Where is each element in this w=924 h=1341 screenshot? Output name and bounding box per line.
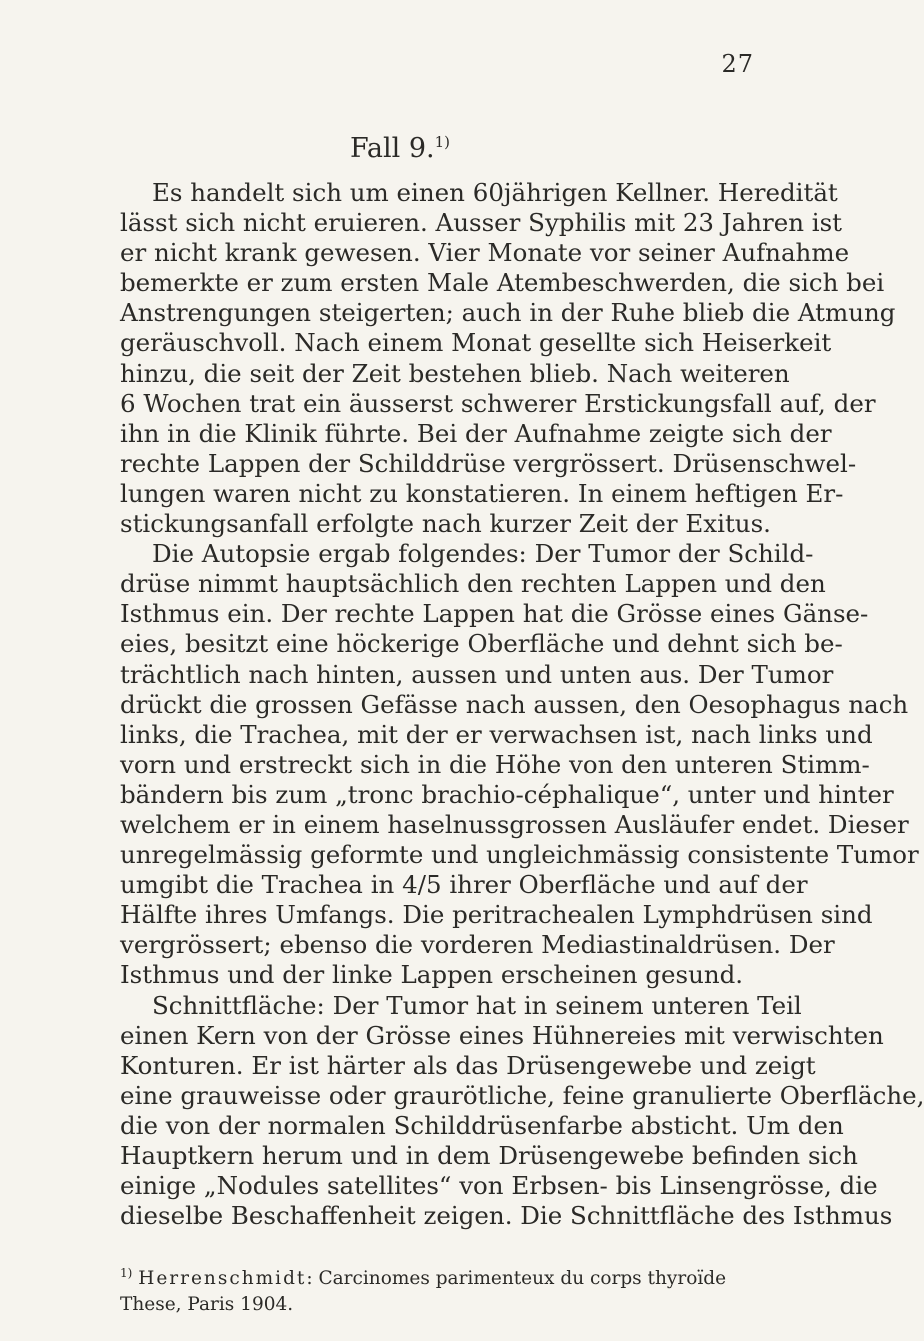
case-heading-text: Fall 9.: [349, 133, 435, 164]
text-line: stickungsanfall erfolgte nach kurzer Zeit der Exitus.: [120, 509, 771, 539]
text-line: trächtlich nach hinten, aussen und unten aus. Der Tumor: [120, 659, 834, 689]
text-line: Hälfte ihres Umfangs. Die peritrachealen Lymphdrüsen sind: [120, 900, 873, 930]
footnote-line: [120, 1260, 788, 1292]
footnote-author: Herrenschmidt: [138, 1268, 307, 1290]
text-line: geräuschvoll. Nach einem Monat gesellte sich Heiserkeit: [120, 328, 832, 358]
text-line: lässt sich nicht eruieren. Ausser Syphilis mit 23 Jahren ist: [120, 208, 843, 238]
page-number: 27: [721, 50, 754, 78]
body-text: [120, 178, 924, 1231]
text-line: bemerkte er zum ersten Male Atembeschwerden, die sich bei: [120, 268, 885, 298]
text-line: Die Autopsie ergab folgendes: Der Tumor der Schild-: [152, 539, 814, 569]
text-line: Anstrengungen steigerten; auch in der Ruhe blieb die Atmung: [120, 298, 896, 328]
text-line: Konturen. Er ist härter als das Drüsengewebe und zeigt: [120, 1050, 816, 1080]
text-line: dieselbe Beschaffenheit zeigen. Die Schnittfläche des Isthmus: [120, 1201, 893, 1231]
text-line: hinzu, die seit der Zeit bestehen blieb. Nach weiteren: [120, 358, 790, 388]
text-line: eies, besitzt eine höckerige Oberfläche und dehnt sich be-: [120, 629, 843, 659]
text-line: vergrössert; ebenso die vorderen Mediastinaldrüsen. Der: [120, 930, 835, 960]
text-line: vorn und erstreckt sich in die Höhe von den unteren Stimm-: [120, 749, 870, 779]
footnote-citation: : Carcinomes parimenteux du corps thyroïde: [306, 1268, 727, 1290]
text-line: er nicht krank gewesen. Vier Monate vor seiner Aufnahme: [120, 238, 850, 268]
text-line: ihn in die Klinik führte. Bei der Aufnahme zeigte sich der: [120, 418, 832, 448]
text-line: 6 Wochen trat ein äusserst schwerer Erstickungsfall auf, der: [120, 388, 876, 418]
footnote-line: These, Paris 1904.: [120, 1294, 294, 1316]
text-line: eine grauweisse oder graurötliche, feine granulierte Oberfläche,: [120, 1080, 924, 1110]
text-line: Es handelt sich um einen 60jährigen Kellner. Heredität: [152, 178, 838, 207]
text-line: links, die Trachea, mit der er verwachsen ist, nach links und: [120, 719, 873, 749]
text-line: Isthmus und der linke Lappen erscheinen gesund.: [120, 960, 744, 990]
text-line: drüse nimmt hauptsächlich den rechten Lappen und den: [120, 569, 826, 599]
text-line: die von der normalen Schilddrüsenfarbe absticht. Um den: [120, 1110, 844, 1140]
text-line: Hauptkern herum und in dem Drüsengewebe befinden sich: [120, 1141, 858, 1170]
footnote-reference: 1): [434, 133, 451, 151]
text-line: unregelmässig geformte und ungleichmässig consistente Tumor: [120, 840, 919, 870]
text-line: Isthmus ein. Der rechte Lappen hat die Grösse eines Gänse-: [120, 599, 869, 629]
text-line: lungen waren nicht zu konstatieren. In einem heftigen Er-: [120, 478, 844, 508]
footnote-mark: 1): [120, 1266, 133, 1280]
text-line: Schnittfläche: Der Tumor hat in seinem unteren Teil: [152, 990, 802, 1020]
case-heading: [0, 133, 800, 164]
text-line: einen Kern von der Grösse eines Hühnereies mit verwischten: [120, 1020, 884, 1050]
text-line: drückt die grossen Gefässe nach aussen, den Oesophagus nach: [120, 689, 909, 719]
text-line: welchem er in einem haselnussgrossen Ausläufer endet. Dieser: [120, 809, 909, 839]
text-line: bändern bis zum „tronc brachio-céphalique“, unter und hinter: [120, 779, 894, 809]
text-line: umgibt die Trachea in 4/5 ihrer Oberfläche und auf der: [120, 870, 808, 900]
text-line: rechte Lappen der Schilddrüse vergrössert. Drüsenschwel-: [120, 448, 857, 478]
footnote: [120, 1260, 788, 1318]
text-line: einige „Nodules satellites“ von Erbsen- bis Linsengrösse, die: [120, 1171, 878, 1201]
